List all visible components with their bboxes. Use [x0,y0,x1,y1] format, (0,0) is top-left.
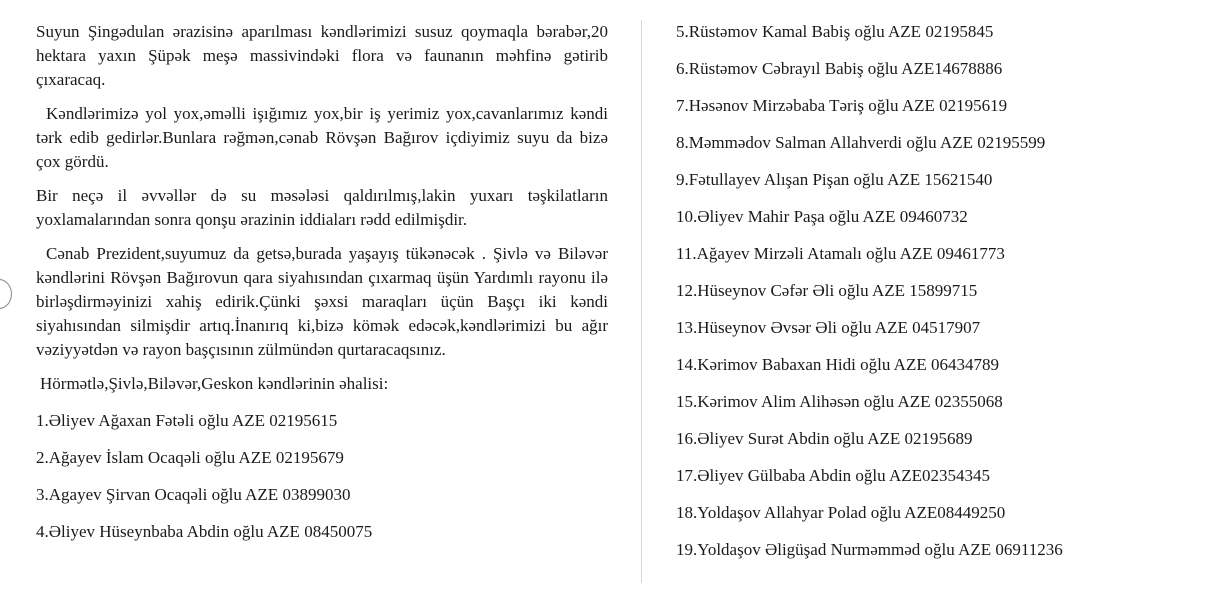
signatory-item: 3.Agayev Şirvan Ocaqəli oğlu AZE 03899030 [36,485,351,504]
signatory-item: 17.Əliyev Gülbaba Abdin oğlu AZE02354345 [676,466,991,485]
column-divider [641,20,642,583]
signatory-item: 4.Əliyev Hüseynbaba Abdin oğlu AZE 08450075 [36,522,373,541]
signatory-item: 11.Ağayev Mirzəli Atamalı oğlu AZE 09461773 [676,244,1005,263]
signatory-item: 8.Məmmədov Salman Allahverdi oğlu AZE 02195599 [676,133,1046,152]
signatory-item: 14.Kərimov Babaxan Hidi oğlu AZE 06434789 [676,355,999,374]
signatory-item: 12.Hüseynov Cəfər Əli oğlu AZE 15899715 [676,281,978,300]
letter-paragraph: Kəndlərimizə yol yox,əməlli işığımız yox,bir iş yerimiz yox,cavanlarımız kəndi tərk edib gedirlər.Bunlara rəğmən,cənab Rövşən Bağırov içdiyimiz suyu da bizə çox gördü. [36,104,608,171]
letter-paragraph: Bir neçə il əvvəllər də su məsələsi qaldırılmış,lakin yuxarı təşkilatların yoxlamalarından sonra qonşu ərazinin iddiaları rədd edilmişdir. [36,186,608,229]
signatory-item: 19.Yoldaşov Əligüşad Nurməmməd oğlu AZE 06911236 [676,540,1063,559]
letter-paragraph: Suyun Şingədulan ərazisinə aparılması kəndlərimizi susuz qoymaqla bərabər,20 hektara yaxın Şüpək meşə massivindəki flora və faunanın məhfinə gətirib çıxaracaq. [36,22,608,89]
left-column [36,20,608,557]
signatory-item: 2.Ağayev İslam Ocaqəli oğlu AZE 02195679 [36,448,344,467]
signatory-item: 15.Kərimov Alim Alihəsən oğlu AZE 02355068 [676,392,1003,411]
signatory-item: 6.Rüstəmov Cəbrayıl Babiş oğlu AZE14678886 [676,59,1003,78]
signatory-item: 9.Fətullayev Alışan Pişan oğlu AZE 15621540 [676,170,993,189]
signatory-item: 1.Əliyev Ağaxan Fətəli oğlu AZE 02195615 [36,411,338,430]
signatory-item: 16.Əliyev Surət Abdin oğlu AZE 02195689 [676,429,973,448]
signatory-item: 5.Rüstəmov Kamal Babiş oğlu AZE 02195845 [676,22,994,41]
signatory-item: 7.Həsənov Mirzəbaba Təriş oğlu AZE 02195619 [676,96,1008,115]
signatory-item: 10.Əliyev Mahir Paşa oğlu AZE 09460732 [676,207,968,226]
right-column [676,20,1196,575]
signatory-item: 18.Yoldaşov Allahyar Polad oğlu AZE08449250 [676,503,1006,522]
letter-paragraph: Cənab Prezident,suyumuz da getsə,burada yaşayış tükənəcək . Şivlə və Biləvər kəndlərini Rövşən Bağırovun qara siyahısından çıxarmaq üşün Yardımlı rayonu ilə birləşdirməyinizi xahiş edirik.Çünki şəxsi maraqları üçün Başçı iki kəndi siyahısından silmişdir artıq.İnanırıq ki,bizə kömək edəcək,kəndlərimizi bu ağır vəziyyətdən və rayon başçısının zülmündən qurtaracaqsınız. [36,244,608,359]
letter-signoff: Hörmətlə,Şivlə,Biləvər,Geskon kəndlərinin əhalisi: [40,374,389,393]
signatory-item: 13.Hüseynov Əvsər Əli oğlu AZE 04517907 [676,318,981,337]
scroll-circle-handle[interactable] [0,279,12,309]
